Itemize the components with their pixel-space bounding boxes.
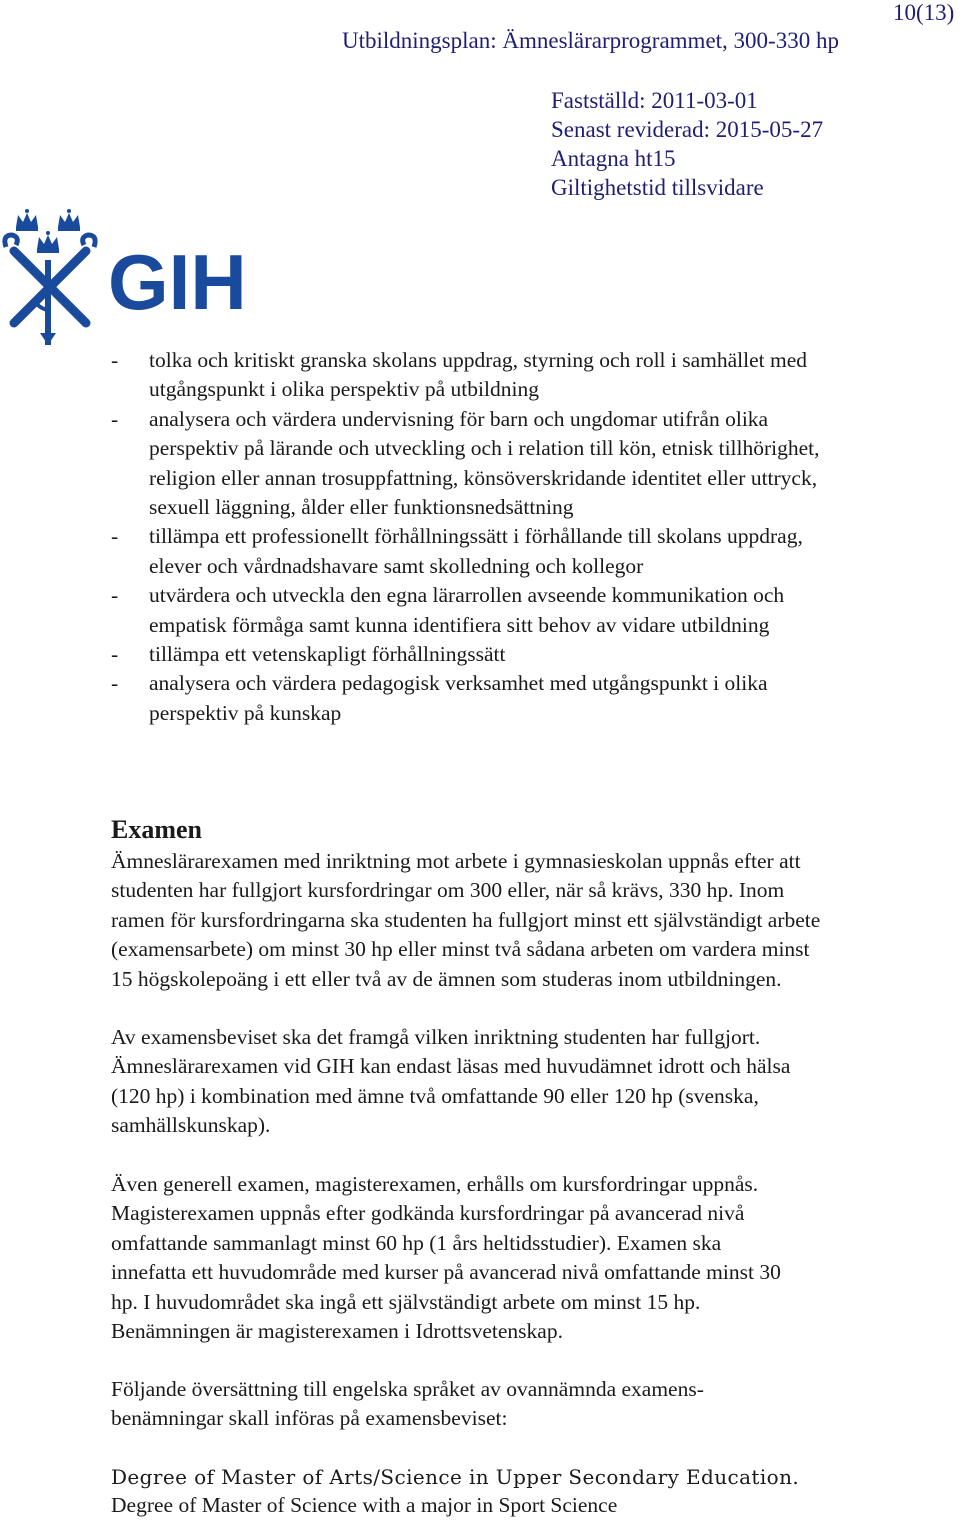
- meta-admitted: Antagna ht15: [551, 146, 676, 171]
- list-item-text: analysera och värdera undervisning för barn och ungdomar utifrån olika perspektiv på lärande och utveckling och i relation till kön, etnisk tillhörighet, religion eller annan trosuppfattning, könsöverskridande identitet eller uttryck, sexuell läggning, ålder eller funktionsnedsättning: [149, 406, 820, 520]
- degree-translation-2: Degree of Master of Science with a major in Sport Science: [111, 1493, 618, 1517]
- list-item: [111, 640, 956, 669]
- section-heading-examen: Examen: [111, 815, 202, 844]
- examen-paragraph: Följande översättning till engelska språket av ovannämnda examens- benämningar skall införas på examensbeviset:: [111, 1377, 704, 1431]
- examen-paragraph: Av examensbeviset ska det framgå vilken inriktning studenten har fullgjort. Ämneslärarexamen vid GIH kan endast läsas med huvudämnet idrott och hälsa (120 hp) i kombination med ämne två omfattande 90 eller 120 hp (svenska, samhällskunskap).: [111, 1025, 791, 1138]
- dash-marker: -: [111, 406, 119, 431]
- list-item-text: tillämpa ett professionellt förhållningssätt i förhållande till skolans uppdrag, elever och vårdnadshavare samt skolledning och kollegor: [149, 524, 803, 578]
- examen-paragraph: Även generell examen, magisterexamen, erhålls om kursfordringar uppnås. Magisterexamen uppnås efter godkända kursfordringar på avancerad nivå omfattande sammanlagt minst 60 hp (1 års heltidsstudier). Examen ska innefatta ett huvudområde med kurser på avancerad nivå omfattande minst 30 hp. I huvudområdet ska ingå ett självständigt arbete om minst 15 hp. Benämningen är magisterexamen i Idrottsvetenskap.: [111, 1172, 781, 1344]
- page-number: 10(13): [893, 0, 955, 25]
- list-item: [111, 346, 956, 405]
- crown-icon: [58, 209, 80, 231]
- dash-marker: -: [111, 583, 119, 608]
- dash-marker: -: [111, 642, 119, 667]
- list-item: [111, 522, 956, 581]
- dash-marker: -: [111, 348, 119, 372]
- dash-marker: -: [111, 524, 119, 549]
- meta-validity: Giltighetstid tillsvidare: [551, 175, 764, 200]
- logo-text: GIH: [108, 238, 247, 326]
- crown-icon: [16, 209, 38, 231]
- list-item-text: utvärdera och utveckla den egna lärarrollen avseende kommunikation och empatisk förmåga samt kunna identifiera sitt behov av vidare utbildning: [149, 583, 785, 637]
- dash-marker: -: [111, 671, 119, 696]
- document-title: Utbildningsplan: Ämneslärarprogrammet, 300-330 hp: [342, 28, 839, 53]
- list-item-text: analysera och värdera pedagogisk verksamhet med utgångspunkt i olika perspektiv på kunskap: [149, 671, 768, 725]
- list-item-text: tillämpa ett vetenskapligt förhållningssätt: [149, 642, 506, 667]
- examen-paragraph: Ämneslärarexamen med inriktning mot arbete i gymnasieskolan uppnås efter att studenten har fullgjort kursfordringar om 300 eller, när så krävs, 330 hp. Inom ramen för kursfordringarna ska studenten ha fullgjort minst ett självständigt arbete (examensarbete) om minst 30 hp eller minst två sådana arbeten om vardera minst 15 högskolepoäng i ett eller två av de ämnen som studeras inom utbildningen.: [111, 849, 821, 991]
- list-item: [111, 405, 956, 523]
- list-item: [111, 581, 956, 640]
- list-item: [111, 669, 956, 728]
- crown-icon: [37, 231, 59, 253]
- list-item-text: tolka och kritiskt granska skolans uppdrag, styrning och roll i samhället med utgångspunkt i olika perspektiv på utbildning: [149, 348, 808, 402]
- meta-revised: Senast reviderad: 2015-05-27: [551, 117, 824, 142]
- gih-logo: [0, 205, 250, 345]
- learning-outcomes-list: [111, 346, 956, 728]
- meta-established: Fastställd: 2011-03-01: [551, 88, 758, 113]
- degree-translation-1: Degree of Master of Arts/Science in Upper Secondary Education.: [111, 1465, 800, 1489]
- gih-emblem-icon: [0, 205, 250, 345]
